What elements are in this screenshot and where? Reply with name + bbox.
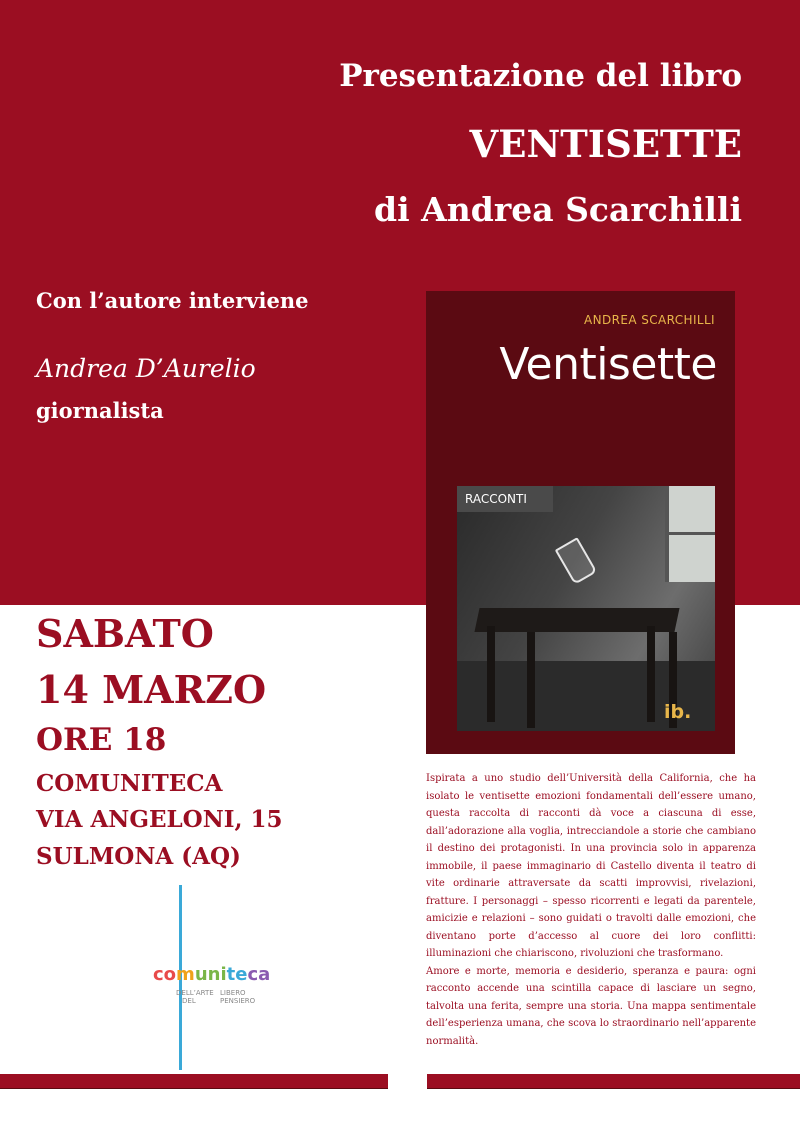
cover-photo bbox=[457, 486, 715, 731]
book-cover bbox=[426, 291, 735, 754]
footer-bar-right bbox=[427, 1074, 800, 1089]
logo-part: ca bbox=[247, 964, 271, 985]
logo-tagline: DELL’ARTE bbox=[176, 989, 214, 997]
series-label: RACCONTI bbox=[457, 486, 553, 512]
logo-part: uni bbox=[194, 964, 227, 985]
logo-tagline: LIBERO bbox=[220, 989, 246, 997]
presentation-heading: Presentazione del libro bbox=[339, 58, 742, 94]
footer-bar-left bbox=[0, 1074, 388, 1089]
event-time: ORE 18 bbox=[36, 722, 167, 758]
logo-part: m bbox=[176, 964, 195, 985]
guest-name: Andrea D’Aurelio bbox=[36, 354, 256, 383]
event-city: SULMONA (AQ) bbox=[36, 843, 241, 870]
comuniteca-logo bbox=[153, 964, 270, 985]
logo-tagline: DEL bbox=[182, 997, 196, 1005]
event-day: SABATO bbox=[36, 611, 214, 656]
guest-role: giornalista bbox=[36, 398, 164, 423]
logo-part: co bbox=[153, 964, 177, 985]
logo-tagline: PENSIERO bbox=[220, 997, 256, 1005]
table-leg bbox=[527, 632, 535, 728]
floating-glass-illustration bbox=[555, 537, 598, 585]
description-paragraph: Amore e morte, memoria e desiderio, speranza e paura: ogni racconto accende una scintilla capace di lasciare un segno, talvolta una ferita, sempre una storia. Una mappa sentimentale dell’esperienza umana, che scova lo straordinario nell’apparente normalità. bbox=[426, 965, 756, 1047]
cover-title: Ventisette bbox=[499, 339, 717, 390]
cover-author: ANDREA SCARCHILLI bbox=[584, 313, 715, 327]
logo-part: te bbox=[226, 964, 248, 985]
book-title: VENTISETTE bbox=[469, 122, 742, 166]
description-paragraph: Ispirata a uno studio dell’Università della California, che ha isolato le ventisette emozioni fondamentali dell’essere umano, questa raccolta di racconti dà voce a ciascuna di esse, dall’adorazione alla voglia, intrecciandole a storie che cambiano il destino dei protagonisti. In una provincia solo in apparenza immobile, il paese immaginario di Castello diventa il teatro di vite ordinarie attraversate da scatti improvvisi, rivelazioni, fratture. I personaggi – spesso ricorrenti e legati da parentele, amicizie e relazioni – sono guidati o travolti dalle emozioni, che diventano porte d’accesso al cuore dei loro conflitti: illuminazioni che chiariscono, rivoluzioni che trasformano. bbox=[426, 773, 756, 959]
event-address: VIA ANGELONI, 15 bbox=[36, 806, 283, 833]
event-venue: COMUNITECA bbox=[36, 770, 223, 797]
book-author: di Andrea Scarchilli bbox=[374, 190, 742, 229]
event-date: 14 MARZO bbox=[36, 667, 267, 712]
table-leg bbox=[487, 626, 495, 722]
publisher-logo: ib. bbox=[664, 701, 692, 723]
table-leg bbox=[647, 626, 655, 722]
guest-intro: Con l’autore interviene bbox=[36, 288, 309, 313]
window-illustration bbox=[665, 486, 715, 582]
book-description bbox=[426, 770, 756, 1050]
